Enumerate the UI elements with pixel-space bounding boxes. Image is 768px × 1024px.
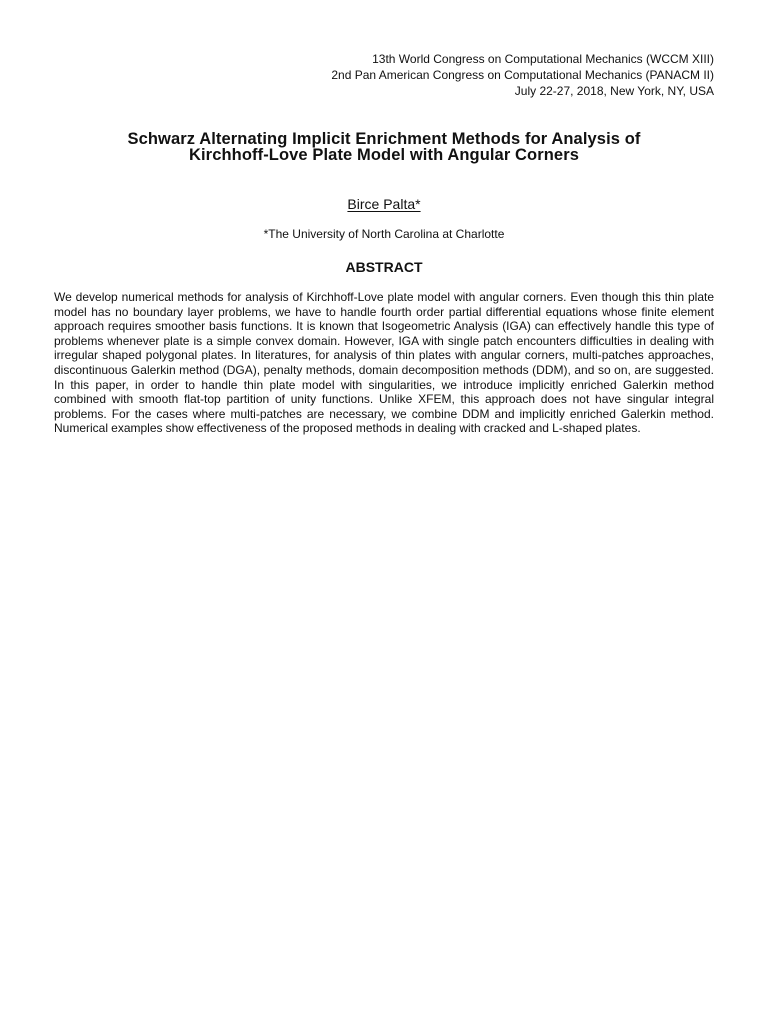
- abstract-heading: ABSTRACT: [345, 259, 423, 275]
- conference-line-wccm: 13th World Congress on Computational Mechanics (WCCM XIII): [372, 52, 714, 66]
- affiliation: *The University of North Carolina at Charlotte: [263, 227, 505, 241]
- paper-title-line-1: Schwarz Alternating Implicit Enrichment Methods for Analysis of: [127, 130, 641, 148]
- author-name: Birce Palta*: [347, 196, 421, 212]
- author: [54, 195, 714, 213]
- paper-title-line-2: Kirchhoff-Love Plate Model with Angular Corners: [188, 146, 580, 164]
- paper-title: [54, 131, 714, 163]
- abstract-text: We develop numerical methods for analysis of Kirchhoff-Love plate model with angular corners. Even though this thin plate model has no boundary layer problems, we have to handle fourth order partial differential equations whose finite element approach requires smoother basis functions. It is known that Isogeometric Analysis (IGA) can effectively handle this type of problems whenever plate is a simple convex domain. However, IGA with single patch encounters difficulties in dealing with irregular shaped polygonal plates. In literatures, for analysis of thin plates with angular corners, multi-patches approaches, discontinuous Galerkin method (DGA), penalty methods, domain decomposition methods (DDM), and so on, are suggested. In this paper, in order to handle thin plate model with singularities, we introduce implicitly enriched Galerkin method combined with smooth flat-top partition of unity functions. Unlike XFEM, this approach does not have singular integral problems. For the cases where multi-patches are necessary, we combine DDM and implicitly enriched Galerkin method. Numerical examples show effectiveness of the proposed methods in dealing with cracked and L-shaped plates.: [54, 290, 714, 436]
- conference-line-date-location: July 22-27, 2018, New York, NY, USA: [514, 84, 714, 98]
- conference-line-panacm: 2nd Pan American Congress on Computational Mechanics (PANACM II): [331, 68, 714, 82]
- conference-header: [331, 51, 714, 99]
